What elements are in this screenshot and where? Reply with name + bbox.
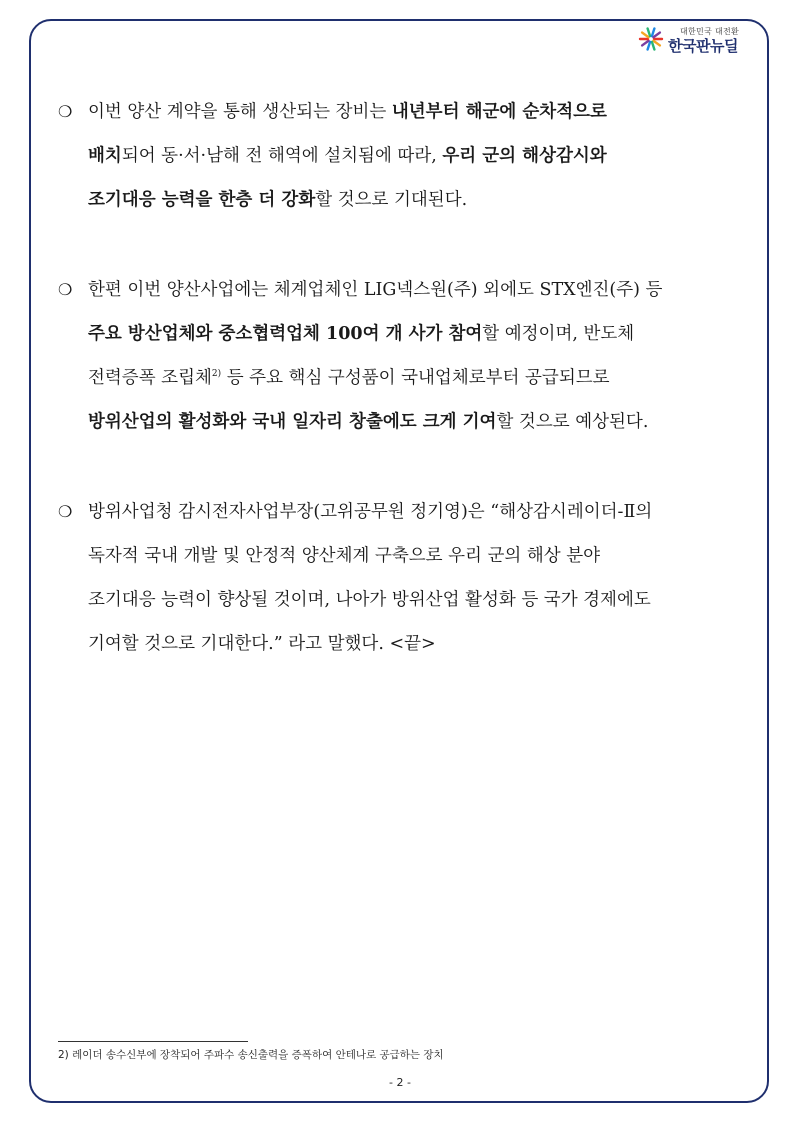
- body-text: 전력증폭 조립체: [88, 368, 212, 388]
- footnote: 2) 레이더 송수신부에 장착되어 주파수 송신출력을 증폭하여 안테나로 공급하는 장치: [58, 1049, 444, 1061]
- starburst-logo-icon: [638, 26, 664, 52]
- body-text: 기여할 것으로 기대한다.” 라고 말했다. <끝>: [88, 634, 436, 654]
- emphasis-text: 방위산업의 활성화와 국내 일자리 창출에도 크게 기여: [88, 412, 497, 432]
- paragraph-line: [58, 490, 748, 534]
- body-text: 이번 양산 계약을 통해 생산되는 장비는: [88, 102, 392, 122]
- paragraph-line: [58, 622, 748, 666]
- logo-ray: [652, 42, 654, 50]
- body-text: 방위사업청 감시전자사업부장(고위공무원 정기영)은 “해상감시레이더-Ⅱ의: [88, 502, 653, 522]
- emphasis-text: 내년부터 해군에 순차적으로: [391, 102, 607, 122]
- emphasis-text: 우리 군의 해상감시와: [442, 146, 607, 166]
- emphasis-text: 조기대응 능력을 한층 더 강화: [88, 190, 316, 210]
- paragraph-2: [58, 268, 748, 444]
- logo-ray: [648, 29, 650, 37]
- paragraph-line: [58, 90, 748, 134]
- paragraph-line: [58, 312, 748, 356]
- logo-title: 한국판뉴딜: [668, 37, 738, 55]
- body-text: 등 주요 핵심 구성품이 국내업체로부터 공급되므로: [221, 368, 610, 388]
- bullet-icon: ❍: [58, 280, 73, 299]
- body-text: 할 것으로 예상된다.: [496, 412, 649, 432]
- logo-ray: [642, 41, 648, 46]
- body-text: 독자적 국내 개발 및 안정적 양산체계 구축으로 우리 군의 해상 분야: [88, 546, 601, 566]
- emphasis-text: 배치: [88, 146, 122, 166]
- logo-ray: [653, 33, 659, 38]
- emphasis-text: 주요 방산업체와 중소협력업체 100여 개 사가 참여: [88, 324, 483, 344]
- paragraph-line: [58, 268, 748, 312]
- logo-ray: [648, 42, 650, 50]
- body-text: 조기대응 능력이 향상될 것이며, 나아가 방위산업 활성화 등 국가 경제에도: [88, 590, 651, 610]
- paragraph-line: [58, 134, 748, 178]
- body-text: 되어 동·서·남해 전 해역에 설치됨에 따라,: [121, 146, 443, 166]
- paragraph-1: [58, 90, 748, 222]
- paragraph-line: [58, 400, 748, 444]
- paragraph-line: [58, 356, 748, 400]
- footnote-reference: 2): [211, 369, 222, 379]
- paragraph-line: [58, 534, 748, 578]
- logo-ray: [642, 33, 648, 38]
- korean-new-deal-logo: [638, 24, 758, 56]
- logo-slogan: 대한민국 대전환: [680, 27, 740, 36]
- body-text: 할 예정이며, 반도체: [482, 324, 635, 344]
- paragraph-line: [58, 578, 748, 622]
- footnote-divider: [58, 1041, 248, 1042]
- logo-ray: [653, 41, 659, 46]
- paragraph-3: [58, 490, 748, 666]
- body-text: 할 것으로 기대된다.: [315, 190, 468, 210]
- bullet-icon: ❍: [58, 502, 73, 521]
- logo-ray: [652, 29, 654, 37]
- paragraph-line: [58, 178, 748, 222]
- bullet-icon: ❍: [58, 102, 73, 121]
- page-number: - 2 -: [389, 1076, 411, 1089]
- body-text: 한편 이번 양산사업에는 체계업체인 LIG넥스원(주) 외에도 STX엔진(주) 등: [88, 280, 663, 300]
